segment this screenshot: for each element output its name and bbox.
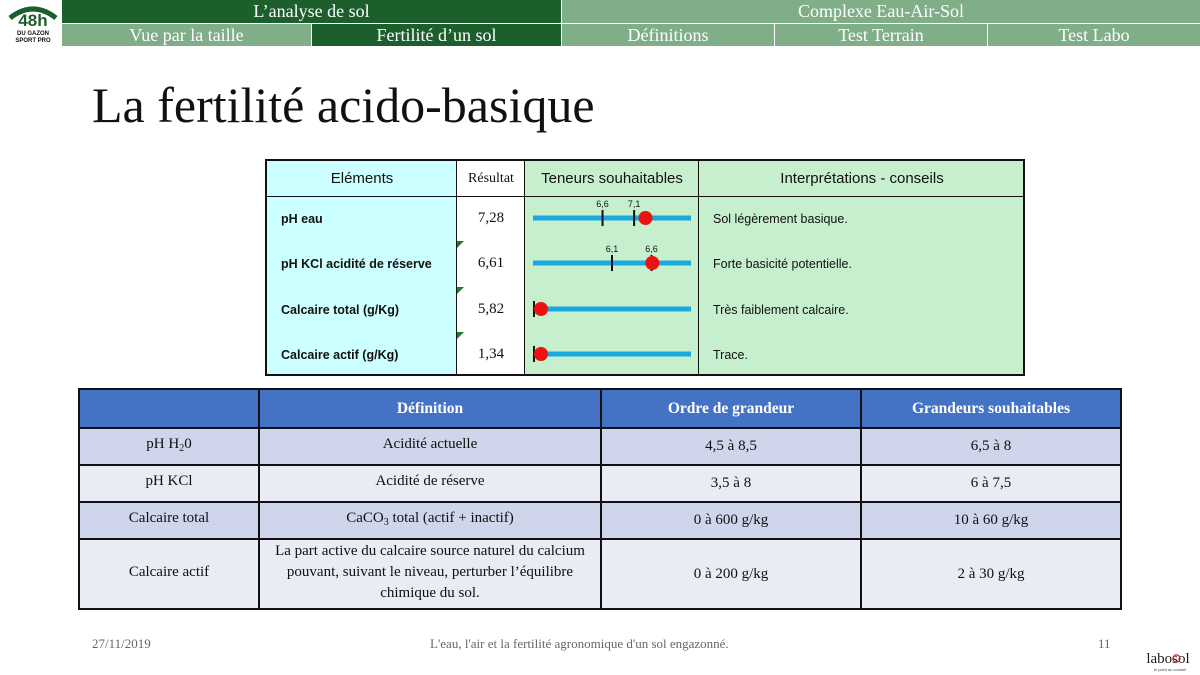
text-part: Acidité actuelle <box>382 436 478 452</box>
row-name-cell <box>80 429 260 464</box>
nav-subtab-definitions[interactable] <box>562 23 775 46</box>
gauge-marker <box>534 347 548 361</box>
element-label: Calcaire actif (g/Kg) <box>281 347 399 362</box>
header-range: Ordre de grandeur <box>602 390 862 427</box>
definition-row <box>80 464 1120 501</box>
text-part: 10 à 60 g/kg <box>953 512 1029 528</box>
text-part: CaCO <box>346 510 384 526</box>
nav-subtab-label: Définitions <box>627 24 709 45</box>
text-part: pH KCl <box>145 473 193 489</box>
text-part: Calcaire actif <box>128 563 210 580</box>
result-value: 1,34 <box>477 346 505 362</box>
interpretation-text: Sol légèrement basique. <box>713 211 848 226</box>
row-target-cell <box>862 503 1120 538</box>
labosol-brand: labosol <box>1146 651 1190 667</box>
row-definition-cell-text <box>375 471 484 496</box>
target-gauge <box>525 241 699 286</box>
definitions-header-row <box>80 390 1120 427</box>
header-result: Résultat <box>468 170 514 186</box>
element-label: Calcaire total (g/Kg) <box>281 302 400 317</box>
text-part: La part active du calcaire source naturel du calcium pouvant, suivant le niveau, perturber l’équilibre chimique du sol. <box>275 542 585 601</box>
row-definition-cell <box>260 540 602 608</box>
row-name-cell-text <box>129 562 209 587</box>
nav-subtab-fertilite[interactable] <box>312 23 562 46</box>
text-part: pH H <box>146 436 180 452</box>
nav-tab-label: L’analyse de sol <box>253 1 370 21</box>
header-interpretation: Interprétations - conseils <box>780 170 944 187</box>
text-part: 6,5 à 8 <box>970 438 1012 454</box>
nav-subtab-label: Fertilité d’un sol <box>376 24 497 45</box>
gauge-tick-label: 6,1 <box>605 244 619 254</box>
row-target-cell <box>862 540 1120 608</box>
48h-logo <box>4 2 62 44</box>
row-range-cell <box>602 466 862 501</box>
target-gauge <box>525 196 699 241</box>
header-target: Grandeurs souhaitables <box>911 400 1071 417</box>
element-label: pH KCl acidité de réserve <box>281 256 432 271</box>
result-value: 5,82 <box>477 301 505 317</box>
target-gauge <box>525 287 699 332</box>
footer-date: 27/11/2019 <box>92 636 151 651</box>
text-part: 6 à 7,5 <box>970 475 1012 491</box>
element-label: pH eau <box>281 211 323 226</box>
text-part: 0 <box>184 436 192 452</box>
row-target-cell-text <box>971 473 1011 494</box>
row-target-cell-text <box>971 436 1011 457</box>
row-definition-cell-text <box>268 541 592 608</box>
logo-line2: SPORT PRO <box>15 38 51 44</box>
row-range-cell-text <box>694 564 769 585</box>
text-part: 4,5 à 8,5 <box>705 438 757 454</box>
row-name-cell-text <box>129 508 209 533</box>
nav-subtab-label: Vue par la taille <box>129 24 244 45</box>
nav-subtab-label: Test Labo <box>1058 24 1130 45</box>
footer-page-number: 11 <box>1098 636 1111 651</box>
nav-tab-complexe[interactable] <box>562 0 1200 23</box>
definition-row <box>80 501 1120 538</box>
row-name-cell <box>80 540 260 608</box>
soil-row <box>267 241 1023 286</box>
row-name-cell-text <box>145 471 192 496</box>
row-target-cell-text <box>954 510 1029 531</box>
row-definition-cell-text <box>346 508 514 533</box>
target-gauge <box>525 332 699 377</box>
header-name <box>80 390 260 427</box>
row-definition-cell <box>260 503 602 538</box>
soil-row <box>267 332 1023 377</box>
logo-number: 48h <box>18 11 48 30</box>
text-part: 3,5 à 8 <box>710 475 752 491</box>
row-range-cell-text <box>711 473 751 494</box>
subscript: 3 <box>383 517 389 528</box>
row-name-cell <box>80 466 260 501</box>
header-definition: Définition <box>260 390 602 427</box>
soil-analysis-table <box>265 159 1025 376</box>
nav-tab-analyse-sol[interactable] <box>62 0 562 23</box>
labosol-logo <box>1140 646 1196 674</box>
result-value: 6,61 <box>477 255 505 271</box>
soil-row <box>267 196 1023 241</box>
header-targets: Teneurs souhaitables <box>541 170 683 187</box>
result-value: 7,28 <box>477 210 505 226</box>
gauge-marker <box>534 302 548 316</box>
row-range-cell-text <box>705 436 757 457</box>
gauge-tick-label: 6,6 <box>596 199 609 209</box>
definitions-table <box>78 388 1122 610</box>
interpretation-text: Très faiblement calcaire. <box>713 302 849 317</box>
row-range-cell <box>602 429 862 464</box>
interpretation-text: Forte basicité potentielle. <box>713 256 852 271</box>
row-definition-cell-text <box>383 434 478 459</box>
nav-tab-label: Complexe Eau-Air-Sol <box>797 1 965 21</box>
row-target-cell <box>862 429 1120 464</box>
row-definition-cell <box>260 466 602 501</box>
gauge-tick-label: 7,1 <box>627 199 641 209</box>
subscript: 2 <box>179 443 185 454</box>
row-definition-cell <box>260 429 602 464</box>
definition-row <box>80 427 1120 464</box>
gauge-marker <box>638 211 652 225</box>
nav-subtab-vue-taille[interactable] <box>62 23 312 46</box>
gauge-marker <box>645 256 659 270</box>
page-title: La fertilité acido-basique <box>92 77 595 133</box>
top-navigation <box>62 0 1200 46</box>
nav-subtab-test-terrain[interactable] <box>775 23 988 46</box>
row-target-cell-text <box>957 564 1024 585</box>
text-part: 0 à 200 g/kg <box>693 565 769 582</box>
footer-caption: L'eau, l'air et la fertilité agronomique d'un sol engazonné. <box>430 636 729 651</box>
row-name-cell <box>80 503 260 538</box>
nav-subtab-label: Test Terrain <box>838 24 924 45</box>
row-range-cell-text <box>694 510 769 531</box>
header-elements: Eléments <box>330 170 394 187</box>
text-part: 0 à 600 g/kg <box>693 512 769 528</box>
nav-subtab-test-labo[interactable] <box>988 23 1200 46</box>
row-range-cell <box>602 503 862 538</box>
logo-line1: DU GAZON <box>17 31 49 37</box>
soil-row <box>267 287 1023 332</box>
text-part: Acidité de réserve <box>375 473 485 489</box>
gauge-tick-label: 6,6 <box>645 244 658 254</box>
row-target-cell <box>862 466 1120 501</box>
text-part: total (actif + inactif) <box>388 510 514 526</box>
text-part: 2 à 30 g/kg <box>957 565 1025 582</box>
row-name-cell-text <box>146 434 191 459</box>
text-part: Calcaire total <box>128 510 210 526</box>
row-range-cell <box>602 540 862 608</box>
labosol-tagline: le point au conseil <box>1153 667 1187 672</box>
definition-row <box>80 538 1120 608</box>
interpretation-text: Trace. <box>713 347 748 362</box>
